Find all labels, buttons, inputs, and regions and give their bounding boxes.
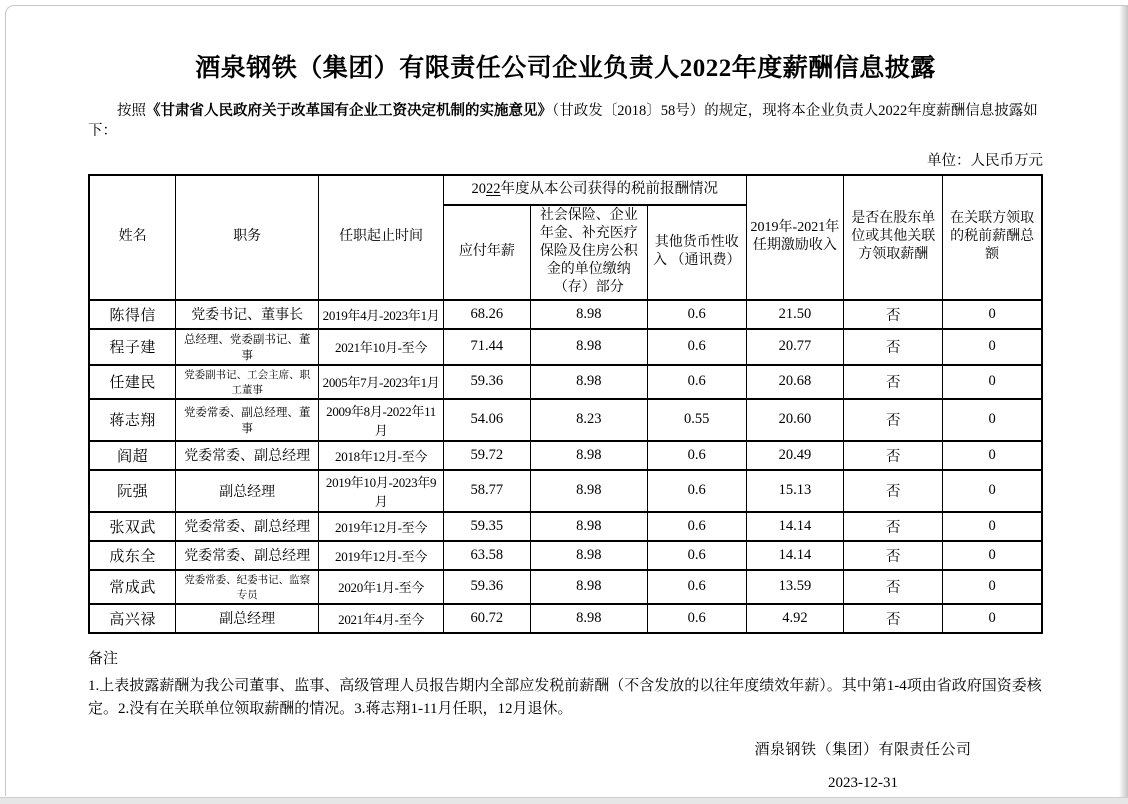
related-party-cell: 否	[844, 329, 943, 365]
term-cell: 2021年10月-至今	[319, 329, 444, 365]
pretax-group-prefix: 20	[471, 181, 487, 198]
table-row	[89, 399, 1042, 441]
table-row	[89, 365, 1042, 399]
insurance-cell: 8.98	[530, 300, 647, 329]
other-income-cell: 0.6	[647, 570, 746, 604]
related-total-cell: 0	[943, 512, 1042, 541]
related-total-cell: 0	[943, 541, 1042, 570]
col-header-position: 职务	[176, 175, 319, 300]
other-income-cell: 0.55	[647, 399, 746, 441]
incentive-cell: 14.14	[746, 512, 844, 541]
table-row	[89, 300, 1042, 329]
table-body	[89, 300, 1042, 633]
unit-label: 单位：人民币万元	[927, 152, 1043, 169]
pretax-group-suffix: 年度从本公司获得的税前报酬情况	[500, 181, 719, 198]
insurance-cell: 8.98	[530, 512, 647, 541]
related-total-cell: 0	[943, 470, 1042, 512]
insurance-cell: 8.98	[530, 541, 647, 570]
related-total-cell: 0	[943, 570, 1042, 604]
incentive-cell: 15.13	[746, 470, 844, 512]
position-cell: 副总经理	[176, 604, 319, 633]
incentive-cell: 20.60	[746, 399, 844, 441]
payable-salary-cell: 59.35	[443, 512, 530, 541]
pretax-group-underlined: 22	[486, 181, 501, 198]
signature-company: 酒泉钢铁（集团）有限责任公司	[754, 742, 972, 759]
related-total-cell: 0	[943, 300, 1042, 329]
related-party-cell: 否	[844, 541, 943, 570]
incentive-cell: 20.77	[746, 329, 844, 365]
intro-paragraph	[88, 101, 1043, 142]
table-row	[89, 329, 1042, 365]
payable-salary-cell: 71.44	[443, 329, 530, 365]
table-row	[89, 441, 1042, 470]
intro-document-reference: 《甘肃省人民政府关于改革国有企业工资决定机制的实施意见》	[146, 103, 552, 119]
col-header-term: 任职起止时间	[319, 175, 444, 300]
position-cell: 党委书记、董事长	[176, 300, 319, 329]
insurance-cell: 8.23	[530, 399, 647, 441]
other-income-cell: 0.6	[647, 300, 746, 329]
insurance-cell: 8.98	[530, 570, 647, 604]
payable-salary-cell: 58.77	[443, 470, 530, 512]
name-cell: 阮强	[89, 470, 176, 512]
related-total-cell: 0	[943, 441, 1042, 470]
other-income-cell: 0.6	[647, 329, 746, 365]
intro-prefix: 按照	[117, 103, 146, 119]
insurance-cell: 8.98	[530, 329, 647, 365]
name-cell: 程子建	[89, 329, 176, 365]
other-income-cell: 0.6	[647, 512, 746, 541]
table-row	[89, 570, 1042, 604]
name-cell: 蒋志翔	[89, 399, 176, 441]
position-cell: 党委常委、副总经理、董事	[176, 399, 319, 441]
table-row	[89, 541, 1042, 570]
related-party-cell: 否	[844, 441, 943, 470]
col-header-pretax-group	[443, 175, 746, 205]
col-header-name: 姓名	[89, 175, 176, 300]
col-header-payable-salary: 应付年薪	[443, 205, 530, 300]
related-total-cell: 0	[943, 365, 1042, 399]
table-header	[89, 175, 1042, 300]
name-cell: 陈得信	[89, 300, 176, 329]
related-party-cell: 否	[844, 365, 943, 399]
document-page	[88, 0, 1043, 792]
col-header-related-party: 是否在股东单位或其他关联方领取薪酬	[844, 175, 943, 300]
incentive-cell: 4.92	[746, 604, 844, 633]
term-cell: 2019年4月-2023年1月	[319, 300, 444, 329]
position-cell: 党委副书记、工会主席、职工董事	[176, 365, 319, 399]
table-row	[89, 512, 1042, 541]
name-cell: 任建民	[89, 365, 176, 399]
name-cell: 阎超	[89, 441, 176, 470]
related-total-cell: 0	[943, 399, 1042, 441]
related-total-cell: 0	[943, 329, 1042, 365]
payable-salary-cell: 68.26	[443, 300, 530, 329]
position-cell: 党委常委、纪委书记、监察专员	[176, 570, 319, 604]
col-header-incentive: 2019年-2021年任期激励收入	[746, 175, 844, 300]
related-party-cell: 否	[844, 300, 943, 329]
payable-salary-cell: 54.06	[443, 399, 530, 441]
page-right-edge-shadow	[1119, 5, 1128, 797]
name-cell: 张双武	[89, 512, 176, 541]
related-party-cell: 否	[844, 570, 943, 604]
notes-title: 备注	[88, 650, 119, 667]
term-cell: 2005年7月-2023年1月	[319, 365, 444, 399]
other-income-cell: 0.6	[647, 541, 746, 570]
position-cell: 副总经理	[176, 470, 319, 512]
other-income-cell: 0.6	[647, 365, 746, 399]
related-party-cell: 否	[844, 512, 943, 541]
signature-date: 2023-12-31	[828, 775, 898, 792]
table-row	[89, 604, 1042, 633]
term-cell: 2020年1月-至今	[319, 570, 444, 604]
incentive-cell: 20.49	[746, 441, 844, 470]
insurance-cell: 8.98	[530, 365, 647, 399]
term-cell: 2019年10月-2023年9月	[319, 470, 444, 512]
signature-block	[683, 738, 1043, 792]
page-title: 酒泉钢铁（集团）有限责任公司企业负责人2022年度薪酬信息披露	[195, 55, 936, 82]
related-party-cell: 否	[844, 604, 943, 633]
notes-body: 1.上表披露薪酬为我公司董事、监事、高级管理人员报告期内全部应发税前薪酬（不含发放的以往年度绩效年薪）。其中第1-4项由省政府国资委核定。2.没有在关联单位领取薪酬的情况。3.蒋志翔1-11月任职，12月退休。	[88, 677, 1042, 717]
insurance-cell: 8.98	[530, 604, 647, 633]
col-header-other-income: 其他货币性收入 （通讯费）	[647, 205, 746, 300]
name-cell: 成东全	[89, 541, 176, 570]
intro-suffix: （甘政发〔2018〕58号）的规定，现将本企业负责人2022年度薪酬信息披露如下：	[88, 103, 1038, 140]
insurance-cell: 8.98	[530, 441, 647, 470]
related-total-cell: 0	[943, 604, 1042, 633]
term-cell: 2018年12月-至今	[319, 441, 444, 470]
position-cell: 党委常委、副总经理	[176, 441, 319, 470]
col-header-social-insurance: 社会保险、企业年金、补充医疗保险及住房公积金的单位缴纳（存）部分	[530, 205, 647, 300]
term-cell: 2019年12月-至今	[319, 512, 444, 541]
name-cell: 常成武	[89, 570, 176, 604]
payable-salary-cell: 59.36	[443, 570, 530, 604]
page-bottom-edge	[0, 797, 1128, 804]
position-cell: 党委常委、副总经理	[176, 541, 319, 570]
payable-salary-cell: 59.36	[443, 365, 530, 399]
incentive-cell: 20.68	[746, 365, 844, 399]
incentive-cell: 14.14	[746, 541, 844, 570]
position-cell: 总经理、党委副书记、董事	[176, 329, 319, 365]
payable-salary-cell: 63.58	[443, 541, 530, 570]
other-income-cell: 0.6	[647, 441, 746, 470]
other-income-cell: 0.6	[647, 470, 746, 512]
incentive-cell: 13.59	[746, 570, 844, 604]
name-cell: 高兴禄	[89, 604, 176, 633]
insurance-cell: 8.98	[530, 470, 647, 512]
salary-table	[88, 174, 1043, 634]
other-income-cell: 0.6	[647, 604, 746, 633]
payable-salary-cell: 59.72	[443, 441, 530, 470]
header-row-1	[89, 175, 1042, 205]
col-header-related-total: 在关联方领取的税前薪酬总额	[943, 175, 1042, 300]
term-cell: 2009年8月-2022年11月	[319, 399, 444, 441]
table-row	[89, 470, 1042, 512]
term-cell: 2021年4月-至今	[319, 604, 444, 633]
incentive-cell: 21.50	[746, 300, 844, 329]
related-party-cell: 否	[844, 399, 943, 441]
term-cell: 2019年12月-至今	[319, 541, 444, 570]
payable-salary-cell: 60.72	[443, 604, 530, 633]
position-cell: 党委常委、副总经理	[176, 512, 319, 541]
related-party-cell: 否	[844, 470, 943, 512]
